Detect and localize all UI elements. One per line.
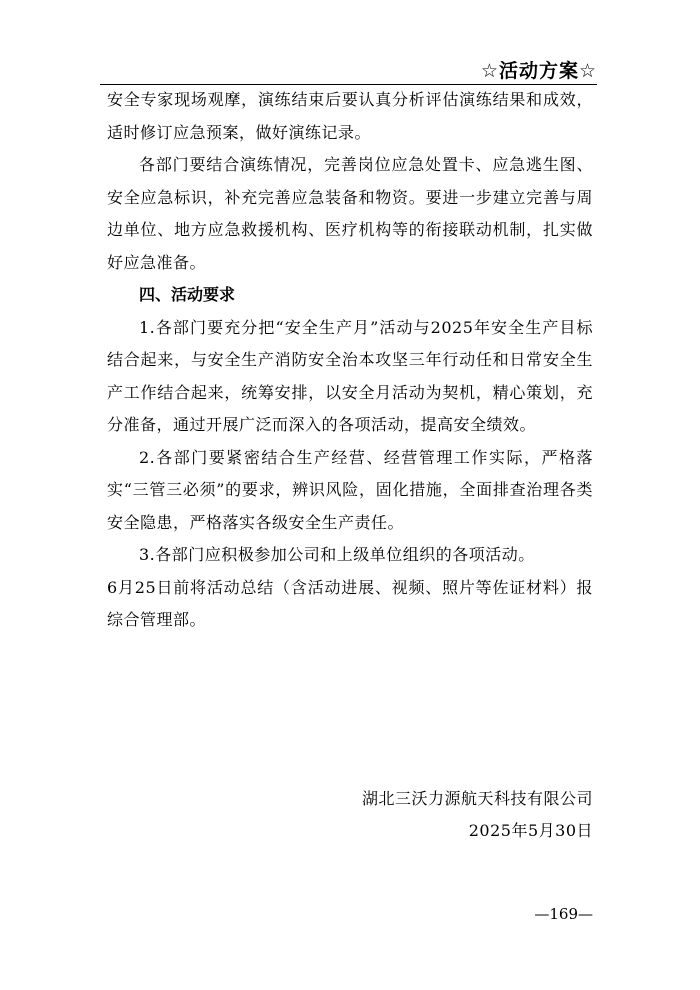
section-heading: 四、活动要求 — [139, 285, 236, 304]
document-body — [107, 84, 593, 637]
requirement-item-2: 2.各部门要紧密结合生产经营、经营管理工作实际，严格落实“三管三必须”的要求，辨识风险，固化措施，全面排查治理各类安全隐患，严格落实各级安全生产责任。 — [107, 447, 593, 532]
signature-date: 2025年5月30日 — [468, 821, 593, 840]
paragraph-continuation: 安全专家现场观摩，演练结束后要认真分析评估演练结果和成效，适时修订应急预案，做好演练记录。 — [107, 90, 593, 142]
requirement-item-3: 3.各部门应积极参加公司和上级单位组织的各项活动。 — [139, 545, 535, 564]
requirement-item-3-continuation: 6月25日前将活动总结（含活动进展、视频、照片等佐证材料）报综合管理部。 — [107, 577, 593, 629]
requirement-item-1: 1.各部门要充分把“安全生产月”活动与2025年安全生产目标结合起来，与安全生产消防安全治本攻坚三年行动任和日常安全生产工作结合起来，统筹安排，以安全月活动为契机，精心策划，充分准备，通过开展广泛而深入的各项活动，提高安全绩效。 — [107, 317, 593, 434]
paragraph-drill-improvement: 各部门要结合演练情况，完善岗位应急处置卡、应急逃生图、安全应急标识，补充完善应急装备和物资。要进一步建立完善与周边单位、地方应急救援机构、医疗机构等的衔接联动机制，扎实做好应急准备。 — [107, 155, 593, 272]
page-number: —169— — [534, 905, 593, 923]
header-title: ☆活动方案☆ — [480, 60, 597, 82]
page-header — [100, 56, 597, 85]
signature-company: 湖北三沃力源航天科技有限公司 — [361, 789, 593, 808]
